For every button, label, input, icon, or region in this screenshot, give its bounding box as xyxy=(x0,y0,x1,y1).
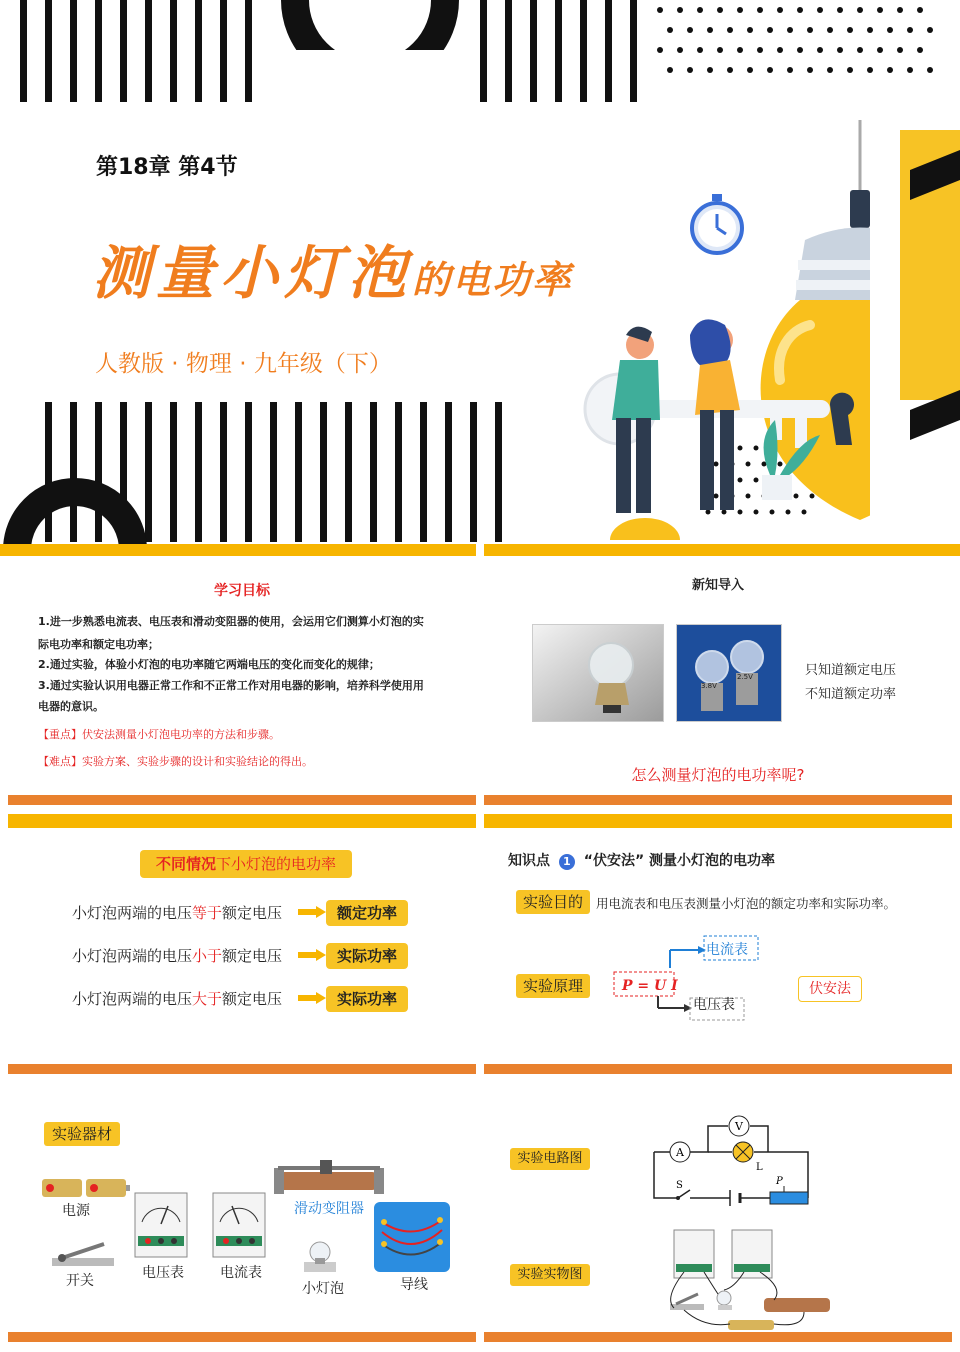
circuit-schematic xyxy=(644,1110,824,1210)
circuit-diagram-tag: 实验电路图 xyxy=(510,1148,590,1170)
bar-gap xyxy=(476,544,484,556)
divider-bar xyxy=(484,1332,952,1342)
wires-icon xyxy=(374,1202,450,1272)
symbol-ammeter: A xyxy=(676,1146,684,1159)
cases-heading-red: 不同情况 xyxy=(155,855,216,873)
goal-item: 1.进一步熟悉电流表、电压表和滑动变阻器的使用，会运用它们测算小灯泡的实 xyxy=(38,615,424,628)
formula-text: P = U I xyxy=(622,978,678,994)
bulb-photo-small xyxy=(676,624,782,722)
difficulty-point: 【难点】实验方案、实验步骤的设计和实验结论的得出。 xyxy=(38,755,313,768)
divider-bar xyxy=(8,1332,476,1342)
method-name-badge: 伏安法 xyxy=(798,976,862,1002)
equipment-tag: 实验器材 xyxy=(44,1122,120,1146)
symbol-rheostat: P xyxy=(776,1176,783,1187)
knowledge-point-heading xyxy=(508,850,775,870)
cases-heading xyxy=(140,850,352,878)
label-rheostat: 滑动变阻器 xyxy=(294,1201,364,1217)
slide-cases xyxy=(8,828,476,1078)
battery-icon xyxy=(38,1176,134,1200)
divider-bar xyxy=(484,795,952,805)
goal-item: 3.通过实验认识用电器正常工作和不正常工作对用电器的影响，培养科学使用用 xyxy=(38,679,424,692)
real-circuit-illustration xyxy=(654,1228,834,1332)
bulb-label-25v: 2.5V xyxy=(737,673,753,681)
voltmeter-device-icon xyxy=(134,1192,188,1258)
case-row-less: 小灯泡两端的电压小于额定电压 xyxy=(72,947,283,965)
divider-bar xyxy=(484,1064,952,1074)
intro-question: 怎么测量灯泡的电功率呢? xyxy=(631,766,805,784)
principle-tag: 实验原理 xyxy=(516,974,590,998)
label-power-source: 电源 xyxy=(62,1203,90,1219)
label-wires: 导线 xyxy=(400,1277,428,1293)
key-point: 【重点】伏安法测量小灯泡电功率的方法和步骤。 xyxy=(38,728,280,741)
ammeter-label: 电流表 xyxy=(706,942,748,958)
label-voltmeter: 电压表 xyxy=(142,1265,184,1281)
cases-heading-rest: 下小灯泡的电功率 xyxy=(216,855,337,873)
kp-label: 知识点 xyxy=(508,853,550,869)
purpose-tag: 实验目的 xyxy=(516,890,590,914)
symbol-lamp: L xyxy=(756,1162,763,1173)
divider-bar xyxy=(8,814,476,828)
lightbulb-illustration xyxy=(540,120,870,540)
rheostat-icon xyxy=(274,1160,384,1196)
divider-bar xyxy=(8,1064,476,1074)
slide-equipment xyxy=(8,1090,476,1346)
arrow-right-icon xyxy=(298,992,326,1004)
edition-label: 人教版 · 物理 · 九年级（下） xyxy=(95,351,392,377)
slide-intro xyxy=(484,556,952,808)
intro-title: 新知导入 xyxy=(691,578,744,593)
real-circuit-tag: 实验实物图 xyxy=(510,1264,590,1286)
decor-ring-top xyxy=(270,0,470,50)
divider-bar xyxy=(484,814,952,828)
intro-note-voltage: 只知道额定电压 xyxy=(805,663,897,678)
kp-number: 1 xyxy=(559,854,575,870)
chapter-label: 第18章 第4节 xyxy=(96,155,238,180)
result-badge: 额定功率 xyxy=(326,900,408,926)
bulb-photo-clear xyxy=(532,624,664,722)
title-slide xyxy=(0,0,960,556)
arrow-right-icon xyxy=(298,949,326,961)
small-bulb-icon xyxy=(300,1236,340,1276)
result-badge: 实际功率 xyxy=(326,943,408,969)
goal-item: 电器的意识。 xyxy=(38,700,104,713)
switch-icon xyxy=(48,1240,118,1270)
arrow-right-icon xyxy=(298,906,326,918)
case-row-greater: 小灯泡两端的电压大于额定电压 xyxy=(72,990,283,1008)
purpose-text: 用电流表和电压表测量小灯泡的额定功率和实际功率。 xyxy=(596,896,897,911)
intro-note-power: 不知道额定功率 xyxy=(805,687,897,702)
decor-ring-bottom xyxy=(0,470,150,545)
slide-learning-goals xyxy=(8,556,476,808)
case-row-equal: 小灯泡两端的电压等于额定电压 xyxy=(72,904,283,922)
decor-dots-top xyxy=(650,0,950,100)
goal-item: 2.通过实验，体验小灯泡的电功率随它两端电压的变化而变化的规律； xyxy=(38,658,380,671)
label-switch: 开关 xyxy=(66,1273,94,1289)
symbol-voltmeter: V xyxy=(735,1120,743,1133)
slide-method xyxy=(484,828,952,1078)
voltmeter-label: 电压表 xyxy=(693,997,735,1013)
ammeter-device-icon xyxy=(212,1192,266,1258)
goal-item: 际电功率和额定电功率； xyxy=(38,638,159,651)
page-title xyxy=(92,226,572,310)
title-main: 测量小灯泡 xyxy=(92,239,413,307)
kp-title: “伏安法” 测量小灯泡的电功率 xyxy=(583,853,776,869)
slide-circuit xyxy=(484,1090,952,1346)
divider-bar xyxy=(8,795,476,805)
goals-title: 学习目标 xyxy=(214,583,270,599)
label-ammeter: 电流表 xyxy=(220,1265,262,1281)
result-badge: 实际功率 xyxy=(326,986,408,1012)
title-small: 的电功率 xyxy=(412,257,573,302)
label-small-bulb: 小灯泡 xyxy=(302,1281,344,1297)
bulb-label-38v: 3.8V xyxy=(701,682,717,690)
symbol-switch: S xyxy=(676,1180,683,1191)
